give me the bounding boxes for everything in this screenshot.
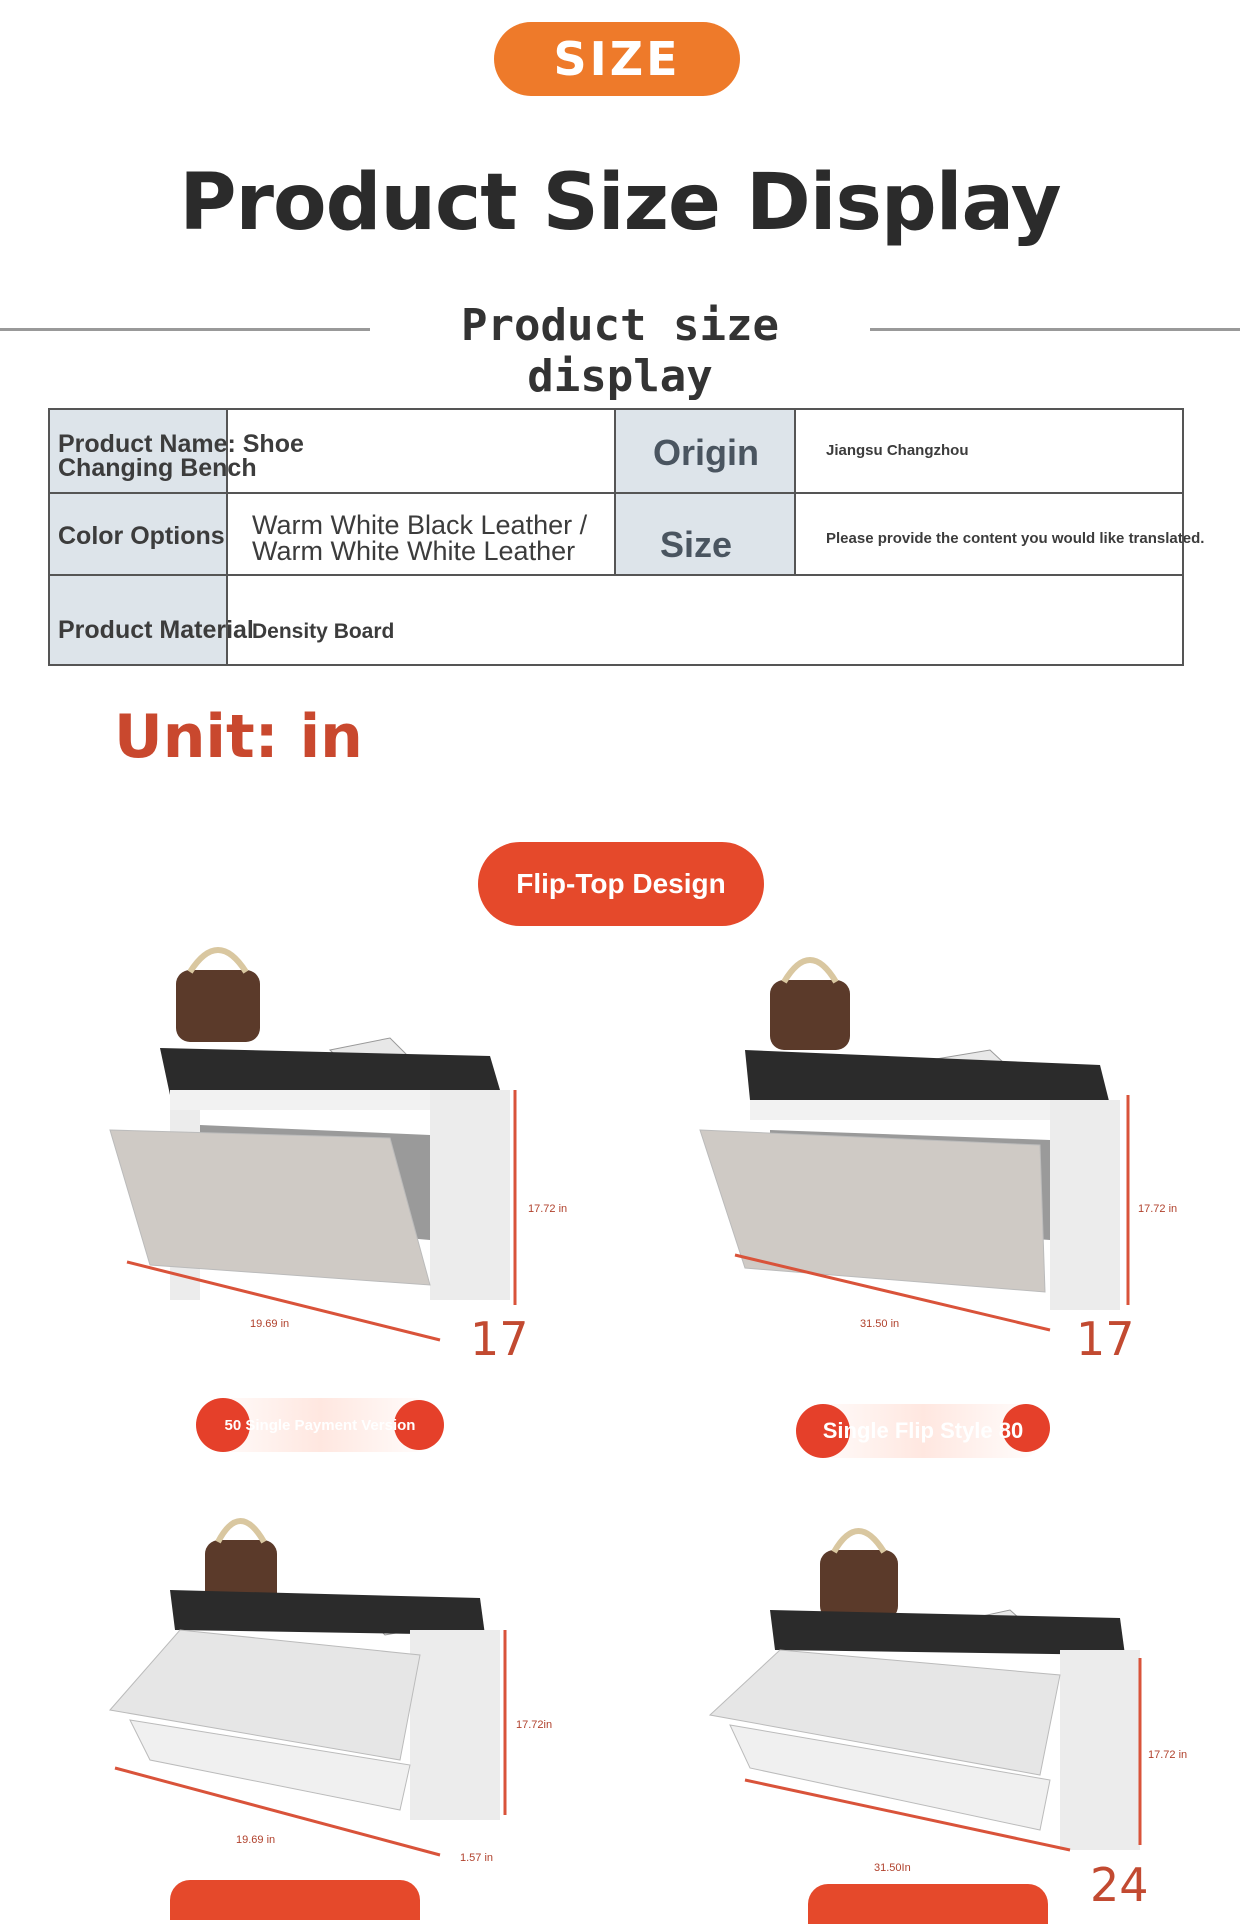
product-image-2 (680, 920, 1180, 1360)
seat-cushion (770, 1610, 1125, 1655)
handbag-icon (176, 950, 260, 1042)
width-dimension-4: 31.50In (874, 1862, 911, 1874)
unit-label: Unit: in (114, 702, 363, 772)
height-dimension-2: 17.72 in (1138, 1203, 1178, 1215)
material-label: Product Material (58, 616, 254, 644)
divider-left (0, 328, 370, 331)
table-divider (50, 574, 1182, 576)
flip-drawer (110, 1130, 430, 1285)
variant-badge-4 (808, 1884, 1048, 1924)
origin-label: Origin (653, 432, 759, 473)
origin-value: Jiangsu Changzhou (826, 442, 969, 459)
table-divider (50, 492, 1182, 494)
width-dimension-3: 19.69 in (236, 1834, 276, 1846)
product-image-3 (100, 1480, 540, 1880)
width-dimension-2: 31.50 in (860, 1318, 900, 1330)
variant-badge-1 (200, 1398, 440, 1452)
height-dimension-1: 17.72 in (528, 1203, 568, 1215)
variant-label-2: Single Flip Style 80 (822, 1418, 1024, 1443)
handbag-icon (770, 960, 850, 1050)
height-dimension-3: 17.72in (516, 1719, 553, 1731)
section-subtitle: Product size display (461, 300, 779, 402)
seat-cushion (170, 1590, 485, 1635)
height-dimension-4: 17.72 in (1148, 1749, 1188, 1761)
divider-right (870, 328, 1240, 331)
seat-cushion (745, 1050, 1110, 1105)
depth-dimension-1: 17 (470, 1312, 529, 1366)
variant-badge-2 (800, 1404, 1046, 1458)
depth-dimension-4: 24 (1090, 1858, 1149, 1912)
flip-top-design-badge: Flip-Top Design (478, 842, 764, 926)
seat-cushion (160, 1048, 500, 1095)
flip-drawer (700, 1130, 1045, 1292)
spec-table (48, 408, 1205, 666)
variant-label-1: 50 Single Payment Version (224, 1416, 416, 1434)
size-value: Please provide the content you would like translated. (826, 530, 1205, 547)
depth-dimension-2: 17 (1076, 1312, 1135, 1366)
color-options-value: Warm White Black Leather / Warm White White Leather (252, 510, 588, 566)
variant-badge-3 (170, 1880, 420, 1920)
color-options-label: Color Options (58, 522, 225, 550)
handbag-icon (820, 1531, 898, 1620)
depth-dimension-3: 1.57 in (460, 1852, 494, 1864)
product-image-1 (90, 920, 570, 1360)
page-title: Product Size Display (179, 158, 1061, 248)
product-name-label: Product Name: Shoe Changing Bench (58, 430, 304, 482)
size-label: Size (660, 524, 733, 565)
size-badge: SIZE (494, 22, 740, 96)
material-value: Density Board (252, 620, 395, 643)
width-dimension-1: 19.69 in (250, 1318, 290, 1330)
